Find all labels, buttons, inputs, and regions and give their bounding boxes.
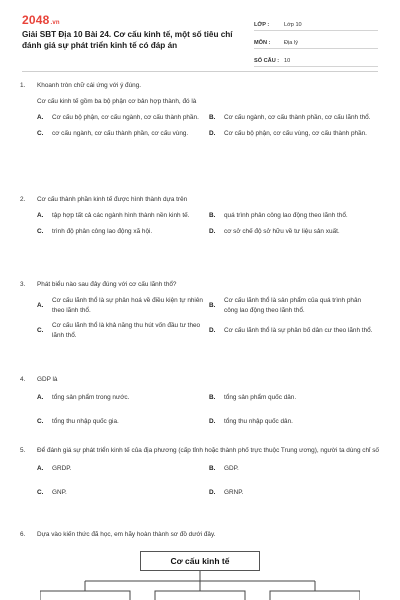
option-letter: B.	[209, 301, 216, 309]
option-text: GDP.	[224, 465, 239, 472]
meta-value: 10	[284, 58, 291, 64]
option-letter: A.	[37, 394, 44, 401]
option-letter: B.	[209, 394, 216, 401]
option-text: tổng sản phẩm trong nước.	[52, 394, 130, 401]
option-d[interactable]	[209, 227, 381, 237]
option-a[interactable]	[37, 393, 209, 403]
meta-row-count	[254, 50, 378, 67]
option-letter: D.	[209, 129, 216, 137]
document-title: Giải SBT Địa 10 Bài 24. Cơ cấu kinh tế, một số tiêu chí đánh giá sự phát triển kinh tế có đáp án	[22, 30, 233, 50]
meta-value: Địa lý	[284, 40, 298, 46]
option-letter: D.	[209, 326, 216, 334]
option-text: Cơ cấu lãnh thổ là sự phân bố dân cư theo lãnh thổ.	[224, 326, 373, 334]
option-text: quá trình phân công lao động theo lãnh thổ.	[224, 212, 348, 219]
option-a[interactable]	[37, 113, 209, 123]
question-head	[20, 81, 380, 91]
option-letter: B.	[209, 114, 216, 121]
option-text: tổng thu nhập quốc gia.	[52, 417, 119, 425]
option-letter: B.	[209, 212, 216, 219]
option-d[interactable]	[209, 129, 381, 139]
option-d[interactable]	[209, 417, 381, 427]
option-letter: A.	[37, 465, 44, 472]
option-b[interactable]	[209, 393, 381, 403]
option-text: Cơ cấu lãnh thổ là sự phân hoá về điều kiện tự nhiên theo lãnh thổ.	[52, 297, 203, 314]
question-number: 2.	[20, 196, 26, 203]
option-text: tổng sản phẩm quốc dân.	[224, 394, 297, 401]
question-number: 1.	[20, 82, 26, 89]
question-text: Dựa vào kiến thức đã học, em hãy hoàn thành sơ đồ dưới đây.	[37, 531, 216, 538]
question-5	[20, 446, 380, 497]
meta-key: SỐ CÂU :	[254, 58, 280, 64]
option-text: Cơ cấu lãnh thổ là khả năng thu hút vốn đầu tư theo lãnh thổ.	[52, 322, 201, 339]
answer-options	[37, 393, 380, 426]
answer-options	[37, 113, 380, 138]
question-1	[20, 81, 380, 138]
option-c[interactable]	[37, 321, 209, 340]
option-a[interactable]	[37, 211, 209, 221]
option-b[interactable]	[209, 464, 381, 474]
question-head	[20, 446, 380, 456]
option-letter: C.	[37, 488, 44, 496]
option-text: GRNP.	[224, 488, 244, 496]
option-letter: A.	[37, 301, 44, 309]
option-letter: B.	[209, 465, 216, 472]
economic-structure-diagram	[40, 551, 360, 600]
question-number: 3.	[20, 281, 26, 288]
diagram-root-box: Cơ cấu kinh tế	[140, 551, 260, 571]
meta-key: LỚP :	[254, 22, 270, 28]
document-header	[0, 0, 400, 70]
question-head	[20, 530, 380, 540]
option-text: Cơ cấu lãnh thổ là sản phẩm của quá trình phân công lao động theo lãnh thổ.	[224, 297, 362, 314]
option-text: cơ sở chế độ sở hữu về tư liệu sản xuất.	[224, 227, 340, 235]
option-letter: C.	[37, 417, 44, 425]
option-b[interactable]	[209, 296, 381, 315]
meta-row-grade	[254, 14, 378, 31]
question-2	[20, 195, 380, 236]
question-6	[20, 530, 380, 540]
child-box-middle	[155, 591, 245, 600]
option-d[interactable]	[209, 321, 381, 340]
option-c[interactable]	[37, 129, 209, 139]
answer-options	[37, 296, 380, 340]
meta-key: MÔN :	[254, 40, 271, 46]
question-text: Khoanh tròn chữ cái ứng với ý đúng.	[37, 82, 142, 89]
site-logo[interactable]	[22, 13, 60, 27]
question-3	[20, 280, 380, 340]
question-text: Để đánh giá sự phát triển kinh tế của địa phương (cấp tỉnh hoặc thành phố trực thuộc Trung ương), người ta dùng chỉ số	[37, 447, 379, 454]
option-letter: D.	[209, 488, 216, 496]
child-box-right	[270, 591, 360, 600]
meta-row-subject	[254, 32, 378, 49]
option-a[interactable]	[37, 464, 209, 474]
logo-main: 2048	[22, 13, 50, 27]
option-text: trình độ phân công lao động xã hội.	[52, 227, 153, 235]
meta-value: Lớp 10	[284, 22, 302, 28]
question-4	[20, 375, 380, 426]
option-d[interactable]	[209, 488, 381, 498]
question-number: 6.	[20, 531, 26, 538]
logo-suffix: .vn	[50, 20, 60, 26]
question-head	[20, 375, 380, 385]
option-text: cơ cấu ngành, cơ cấu thành phần, cơ cấu vùng.	[52, 129, 189, 137]
option-text: Cơ cấu ngành, cơ cấu thành phần, cơ cấu lãnh thổ.	[224, 114, 371, 121]
question-subtext: Cơ cấu kinh tế gồm ba bộ phận cơ bản hợp thành, đó là	[37, 98, 197, 105]
child-box-left	[40, 591, 130, 600]
question-number: 5.	[20, 447, 26, 454]
option-text: GNP.	[52, 488, 67, 496]
option-letter: A.	[37, 114, 44, 121]
question-text: GDP là	[37, 376, 58, 383]
option-b[interactable]	[209, 211, 381, 221]
answer-options	[37, 464, 380, 497]
option-a[interactable]	[37, 296, 209, 315]
option-letter: A.	[37, 212, 44, 219]
option-letter: C.	[37, 227, 44, 235]
option-b[interactable]	[209, 113, 381, 123]
option-letter: D.	[209, 417, 216, 425]
question-head	[20, 195, 380, 205]
question-number: 4.	[20, 376, 26, 383]
option-text: GRDP.	[52, 465, 72, 472]
header-divider	[22, 71, 378, 72]
option-text: tổng thu nhập quốc dân.	[224, 417, 293, 425]
option-text: tập hợp tất cả các ngành hình thành nền kinh tế.	[52, 212, 190, 219]
question-head	[20, 280, 380, 290]
option-letter: D.	[209, 227, 216, 235]
option-letter: C.	[37, 129, 44, 137]
document-meta	[254, 14, 378, 68]
option-text: Cơ cấu bộ phận, cơ cấu vùng, cơ cấu thành phần.	[224, 129, 367, 137]
option-letter: C.	[37, 326, 44, 334]
option-c[interactable]	[37, 417, 209, 427]
question-text: Cơ cấu thành phần kinh tế được hình thành dựa trên	[37, 196, 188, 203]
question-text: Phát biểu nào sau đây đúng với cơ cấu lãnh thổ?	[37, 281, 177, 288]
answer-options	[37, 211, 380, 236]
option-text: Cơ cấu bộ phận, cơ cấu ngành, cơ cấu thành phần.	[52, 114, 199, 121]
option-c[interactable]	[37, 227, 209, 237]
option-c[interactable]	[37, 488, 209, 498]
